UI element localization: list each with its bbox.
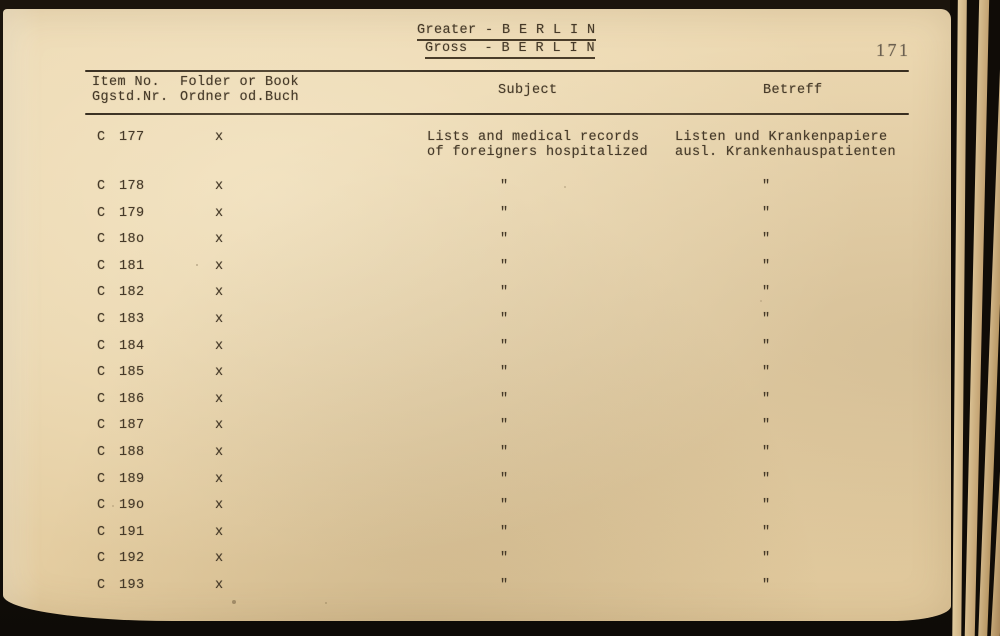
item-number: 18o — [119, 232, 145, 248]
item-number: 188 — [119, 444, 145, 460]
table-row — [85, 201, 909, 228]
table-row — [85, 387, 909, 414]
table-row — [85, 546, 909, 573]
cell-betreff: " — [762, 524, 771, 540]
item-letter: C — [97, 232, 106, 248]
item-letter: C — [97, 524, 106, 540]
document-page — [3, 9, 951, 621]
cell-folder-mark: x — [215, 205, 224, 221]
cell-subject: " — [500, 524, 509, 540]
header-item-no-en: Item No. — [92, 75, 161, 90]
cell-subject: " — [500, 311, 509, 327]
cell-item-no — [85, 472, 215, 494]
item-number: 187 — [119, 418, 145, 434]
item-number: 178 — [119, 179, 145, 194]
cell-folder-mark: x — [215, 498, 224, 514]
cell-subject: " — [500, 258, 509, 274]
cell-item-no — [85, 445, 215, 467]
item-number: 183 — [119, 311, 145, 327]
header-subject: Subject — [498, 83, 558, 98]
item-number: 177 — [119, 130, 145, 145]
cell-betreff: " — [762, 391, 771, 407]
paper-specks — [3, 9, 5, 11]
item-number: 192 — [119, 551, 145, 567]
item-number: 184 — [119, 338, 145, 354]
cell-betreff: " — [762, 471, 771, 487]
cell-subject: " — [500, 285, 509, 301]
table-body — [85, 125, 909, 600]
title-line-german: Gross - B E R L I N — [425, 41, 595, 59]
item-letter: C — [97, 130, 106, 145]
table-row — [85, 174, 909, 201]
page-number: 171 — [876, 40, 911, 60]
cell-subject: " — [500, 205, 509, 221]
item-letter: C — [97, 577, 106, 593]
header-folder-en: Folder or Book — [180, 75, 300, 90]
cell-folder-mark: x — [215, 130, 224, 145]
item-letter: C — [97, 418, 106, 434]
cell-betreff: " — [762, 205, 771, 221]
table-row — [85, 493, 909, 520]
item-number: 189 — [119, 471, 145, 487]
title-line-english: Greater - B E R L I N — [417, 23, 596, 41]
item-number: 185 — [119, 365, 145, 381]
table-row — [85, 280, 909, 307]
cell-folder-mark: x — [215, 285, 224, 301]
cell-item-no — [85, 259, 215, 281]
book-page-edges — [950, 0, 1000, 636]
cell-subject: " — [500, 179, 509, 194]
cell-betreff: " — [762, 444, 771, 460]
item-letter: C — [97, 444, 106, 460]
cell-subject: " — [500, 391, 509, 407]
table-row — [85, 334, 909, 361]
item-letter: C — [97, 311, 106, 327]
item-letter: C — [97, 205, 106, 221]
cell-item-no — [85, 525, 215, 547]
cell-folder-mark: x — [215, 444, 224, 460]
table-header-rule — [85, 113, 909, 115]
header-folder-de: Ordner od.Buch — [180, 89, 300, 105]
cell-subject: " — [500, 577, 509, 593]
cell-item-no — [85, 551, 215, 573]
cell-item-no — [85, 312, 215, 334]
page-edge-strip — [952, 0, 967, 636]
cell-betreff: " — [762, 311, 771, 327]
item-number: 186 — [119, 391, 145, 407]
cell-item-no — [85, 179, 215, 201]
item-letter: C — [97, 551, 106, 567]
cell-subject: " — [500, 365, 509, 381]
table-row — [85, 125, 909, 174]
cell-folder-mark: x — [215, 471, 224, 487]
cell-folder-mark: x — [215, 577, 224, 593]
cell-betreff: " — [762, 285, 771, 301]
table-row — [85, 307, 909, 334]
cell-item-no — [85, 392, 215, 414]
cell-folder-mark: x — [215, 232, 224, 248]
table-row — [85, 360, 909, 387]
cell-betreff: " — [762, 179, 771, 194]
cell-folder-mark: x — [215, 391, 224, 407]
item-letter: C — [97, 498, 106, 514]
cell-subject: Lists and medical records of foreigners hospitalized — [427, 130, 649, 160]
cell-folder-mark: x — [215, 179, 224, 194]
header-item-no — [92, 76, 169, 105]
cell-folder-mark: x — [215, 524, 224, 540]
item-letter: C — [97, 471, 106, 487]
item-letter: C — [97, 285, 106, 301]
cell-subject: " — [500, 498, 509, 514]
cell-betreff: " — [762, 418, 771, 434]
table-row — [85, 520, 909, 547]
table-row — [85, 254, 909, 281]
item-number: 19o — [119, 498, 145, 514]
cell-folder-mark: x — [215, 258, 224, 274]
cell-item-no — [85, 285, 215, 307]
cell-item-no — [85, 498, 215, 520]
cell-betreff: Listen und Krankenpapiere ausl. Krankenhauspatienten — [675, 130, 897, 160]
cell-item-no — [85, 418, 215, 440]
cell-subject: " — [500, 551, 509, 567]
cell-folder-mark: x — [215, 418, 224, 434]
item-letter: C — [97, 365, 106, 381]
cell-item-no — [85, 578, 215, 600]
header-folder-or-book — [180, 76, 299, 105]
cell-item-no — [85, 232, 215, 254]
table-row — [85, 440, 909, 467]
cell-betreff: " — [762, 258, 771, 274]
cell-folder-mark: x — [215, 551, 224, 567]
cell-betreff: " — [762, 338, 771, 354]
header-item-no-de: Ggstd.Nr. — [92, 89, 169, 105]
cell-item-no — [85, 339, 215, 361]
item-number: 191 — [119, 524, 145, 540]
table-row — [85, 413, 909, 440]
item-letter: C — [97, 179, 106, 194]
item-number: 181 — [119, 258, 145, 274]
cell-item-no — [85, 130, 215, 174]
cell-betreff: " — [762, 365, 771, 381]
header-betreff: Betreff — [763, 83, 823, 98]
item-letter: C — [97, 258, 106, 274]
cell-betreff: " — [762, 551, 771, 567]
table-row — [85, 467, 909, 494]
cell-betreff: " — [762, 232, 771, 248]
cell-folder-mark: x — [215, 338, 224, 354]
item-letter: C — [97, 391, 106, 407]
table-row — [85, 227, 909, 254]
item-number: 179 — [119, 205, 145, 221]
item-letter: C — [97, 338, 106, 354]
table-row — [85, 573, 909, 600]
cell-subject: " — [500, 418, 509, 434]
cell-betreff: " — [762, 498, 771, 514]
cell-folder-mark: x — [215, 311, 224, 327]
cell-subject: " — [500, 338, 509, 354]
cell-folder-mark: x — [215, 365, 224, 381]
cell-betreff: " — [762, 577, 771, 593]
cell-item-no — [85, 206, 215, 228]
cell-subject: " — [500, 471, 509, 487]
cell-subject: " — [500, 444, 509, 460]
item-number: 193 — [119, 577, 145, 593]
item-number: 182 — [119, 285, 145, 301]
cell-item-no — [85, 365, 215, 387]
page-title — [417, 23, 596, 59]
table-header — [85, 72, 909, 113]
cell-subject: " — [500, 232, 509, 248]
